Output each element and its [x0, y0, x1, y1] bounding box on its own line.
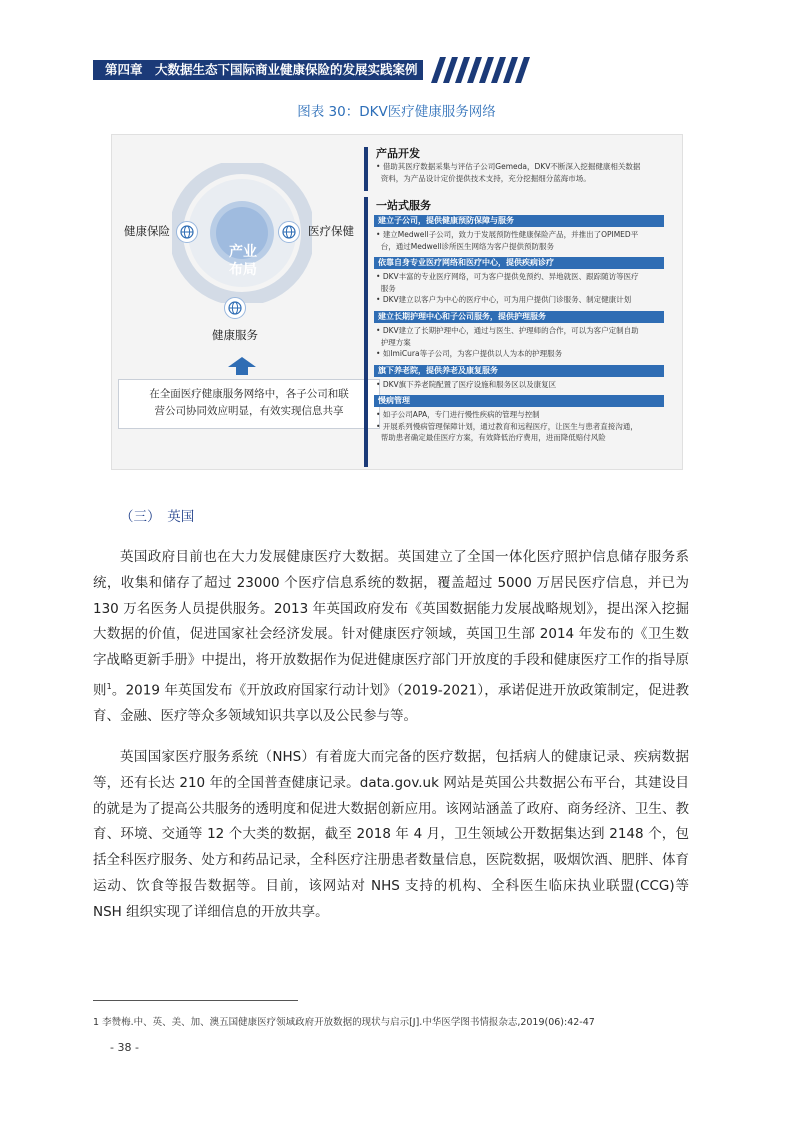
service-bar: 建立子公司，提供健康预防保障与服务 — [374, 215, 664, 227]
list-item: 服务 — [380, 283, 396, 293]
section-heading: （三） 英国 — [120, 509, 195, 525]
header-stripes-decoration — [423, 57, 538, 83]
globe-icon — [224, 297, 246, 319]
list-item: • 如ImiCura等子公司，为客户提供以人为本的护理服务 — [376, 349, 563, 358]
footnote-divider — [93, 1000, 298, 1001]
paragraph-1-text-cont: 。2019 年英国发布《开放政府国家行动计划》（2019-2021），承诺促进开放政策制定，促进教育、金融、医疗等众多领域知识共享以及公民参与等。 — [93, 682, 690, 725]
list-item: 护理方案 — [380, 337, 411, 347]
service-bullets — [376, 409, 638, 444]
service-bar: 慢病管理 — [374, 395, 664, 407]
service-bullets — [376, 379, 556, 391]
globe-icon — [176, 221, 198, 243]
paragraph-1-text: 英国政府目前也在大力发展健康医疗大数据。英国建立了全国一体化医疗照护信息储存服务系统，收集和储存了超过 23000 个医疗信息系统的数据，覆盖超过 5000 万居民医疗信息，并已为 130 万名医务人员提供服务。2013 年英国政府发布《英国数据能力发展战略规划》，提出深入挖掘大数据的价值，促进国家社会经济发展。针对健康医疗领域，英国卫生部 2014 年发布的《卫生数字战略更新手册》中提出，将开放数据作为促进健康医疗部门开放度的手段和健康医疗工作的指导原则 — [93, 549, 689, 699]
medical-care-label: 医疗保健 — [308, 224, 354, 238]
service-bar: 旗下养老院，提供养老及康复服务 — [374, 365, 664, 377]
center-label-line2: 布局 — [229, 262, 257, 278]
one-stop-title: 一站式服务 — [376, 199, 431, 212]
footnote-marker: 1 — [106, 681, 112, 691]
list-item: • DKV建立以客户为中心的医疗中心，可为用户提供门诊服务、制定健康计划 — [376, 295, 632, 304]
up-arrow-icon — [226, 357, 258, 375]
synergy-note — [118, 379, 380, 429]
chapter-header: 第四章 大数据生态下国际商业健康保险的发展实践案例 — [93, 60, 423, 80]
health-insurance-label: 健康保险 — [124, 224, 170, 238]
paragraph-1 — [93, 545, 689, 730]
center-label-line1: 产业 — [229, 244, 257, 260]
list-item: • DKV建立了长期护理中心，通过与医生、护理师的合作，可以为客户定制自助 — [376, 326, 639, 335]
list-item: • DKV丰富的专业医疗网络，可为客户提供免预约、异地就医、跟踪随访等医疗 — [376, 272, 639, 281]
list-item: • 建立Medwell子公司，致力于发展预防性健康保险产品，并推出了OPIMED平 — [376, 230, 639, 239]
center-label — [221, 243, 265, 279]
panel-accent-line — [364, 197, 368, 467]
list-item: • 开展系列慢病管理保障计划，通过教育和远程医疗，让医生与患者直接沟通， — [376, 421, 638, 431]
globe-icon — [278, 221, 300, 243]
synergy-note-line2: 营公司协同效应明显，有效实现信息共享 — [154, 405, 344, 417]
service-bullets — [376, 271, 639, 306]
synergy-note-line1: 在全面医疗健康服务网络中，各子公司和联 — [149, 388, 349, 400]
figure-caption: 图表 30：DKV医疗健康服务网络 — [297, 104, 496, 120]
page-number: - 38 - — [110, 1041, 139, 1054]
list-item: • 如子公司APA，专门进行慢性疾病的管理与控制 — [376, 410, 540, 419]
list-item: • DKV旗下养老院配置了医疗设施和服务区以及康复区 — [376, 380, 557, 389]
dkv-service-network-figure — [111, 134, 683, 470]
paragraph-2: 英国国家医疗服务系统（NHS）有着庞大而完备的医疗数据，包括病人的健康记录、疾病数据等，还有长达 210 年的全国普查健康记录。data.gov.uk 网站是英国公共数据公布平台，其建设目的就是为了提高公共服务的透明度和促进大数据创新应用。该网站涵盖了政府、商务经济、卫生、教育、环境、交通等 12 个大类的数据，截至 2018 年 4 月，卫生领域公开数据集达到 2148 个，包括全科医疗服务、处方和药品记录，全科医疗注册患者数量信息，医院数据，吸烟饮酒、肥胖、体育运动、饮食等报告数据等。目前，该网站对 NHS 支持的机构、全科医生临床执业联盟(CCG)等 NSH 组织实现了详细信息的开放共享。 — [93, 749, 689, 920]
health-service-label: 健康服务 — [212, 328, 258, 342]
service-bar: 建立长期护理中心和子公司服务，提供护理服务 — [374, 311, 664, 323]
list-item: 帮助患者确定最佳医疗方案，有效降低治疗费用，进而降低赔付风险 — [380, 433, 606, 442]
product-dev-title: 产品开发 — [376, 147, 420, 160]
service-bullets — [376, 229, 638, 252]
list-item: 资料，为产品设计定价提供技术支持，充分挖掘细分蓝海市场。 — [380, 173, 591, 183]
service-bar: 依靠自身专业医疗网络和医疗中心，提供疾病诊疗 — [374, 257, 664, 269]
footnote: 1 李赞梅.中、英、美、加、澳五国健康医疗领域政府开放数据的现状与启示[J].中华医学图书情报杂志,2019(06):42-47 — [93, 1017, 595, 1028]
product-dev-bullets — [376, 161, 640, 184]
panel-accent-line — [364, 147, 368, 191]
service-bullets — [376, 325, 639, 360]
list-item: 台，通过Medwell诊所医生网络为客户提供预防服务 — [380, 241, 555, 251]
list-item: • 借助其医疗数据采集与评估子公司Gemeda，DKV不断深入挖掘健康相关数据 — [376, 162, 641, 171]
